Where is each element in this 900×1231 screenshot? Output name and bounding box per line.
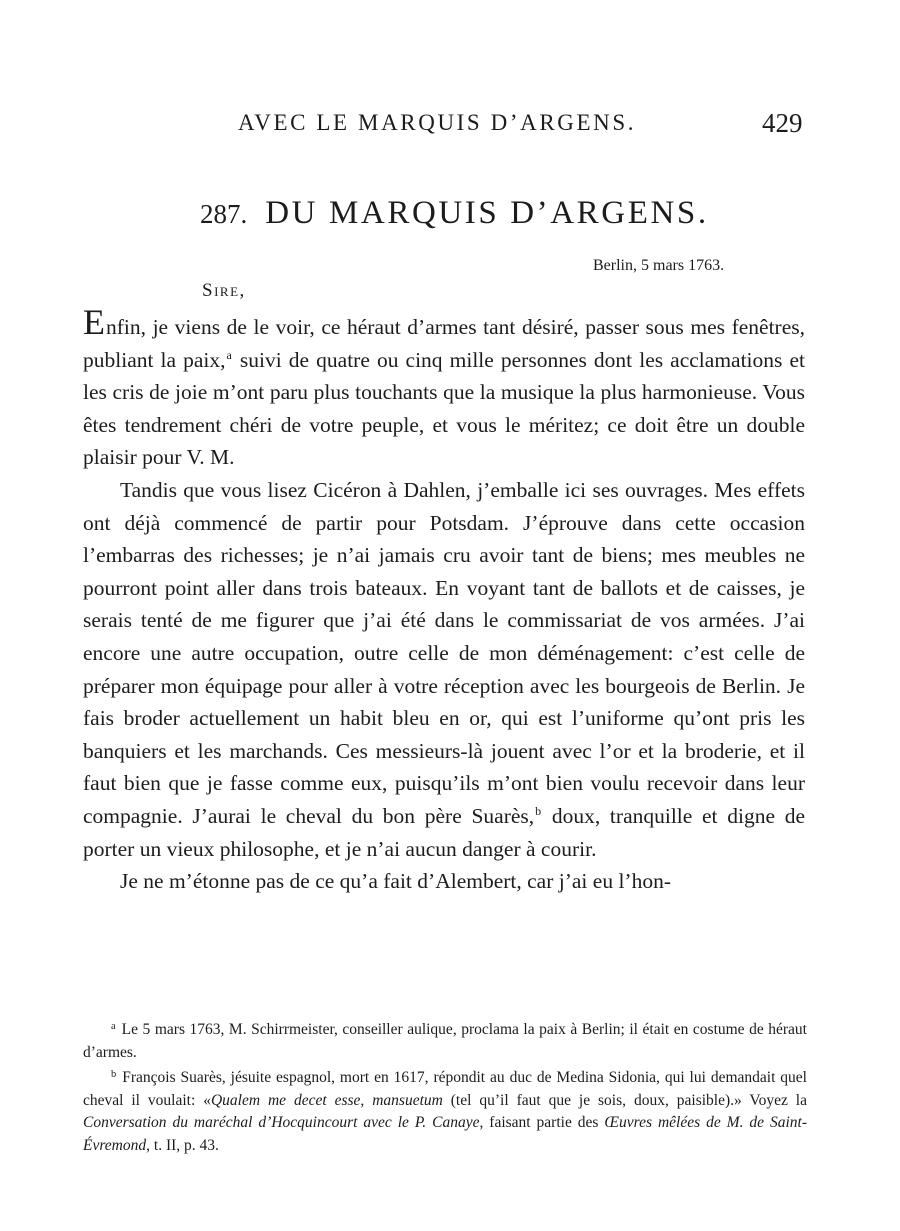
page-number: 429 xyxy=(762,108,803,138)
letter-salutation: Sire, xyxy=(202,280,246,301)
footnote-work-title: Conversation du maréchal d’Hocquincourt avec le P. Canaye xyxy=(83,1114,480,1131)
footnote-label: a xyxy=(111,1021,116,1032)
footnote-a xyxy=(83,1019,807,1064)
paragraph-1 xyxy=(83,302,805,474)
paragraph-1-text: nfin, je viens de le voir, ce héraut d’armes tant désiré, passer sous mes fenêtres, publiant la paix, xyxy=(83,315,805,372)
letter-dateline: Berlin, 5 mars 1763. xyxy=(593,257,725,274)
footnote-label: b xyxy=(111,1069,117,1080)
letter-number: 287. xyxy=(200,199,248,229)
drop-cap: E xyxy=(83,302,105,342)
footnote-ref-a[interactable]: a xyxy=(226,347,232,362)
footnote-text: , faisant partie des xyxy=(479,1114,605,1131)
paragraph-3 xyxy=(83,865,805,898)
paragraph-2 xyxy=(83,474,805,865)
letter-heading xyxy=(200,195,709,232)
footnote-b xyxy=(83,1067,807,1157)
paragraph-2-text: Tandis que vous lisez Cicéron à Dahlen, j’emballe ici ses ouvrages. Mes effets ont déjà commencé de partir pour Potsdam. J’éprouve dans cette occasion l’embarras des richesses; je n’ai jamais cru avoir tant de biens; mes meubles ne pourront point aller dans trois bateaux. En voyant tant de ballots et de caisses, je serais tenté de me figurer que j’ai été dans le commissariat de vos armées. J’ai encore une autre occupation, outre celle de mon déménagement: c’est celle de préparer mon équipage pour aller à votre réception avec les bourgeois de Berlin. Je fais broder actuellement un habit bleu en or, qui est l’uniforme qu’ont pris les banquiers et les marchands. Ces messieurs-là jouent avec l’or et la broderie, et il faut bien que je fasse comme eux, puisqu’ils m’ont bien voulu recevoir dans leur compagnie. J’aurai le cheval du bon père Suarès, xyxy=(83,477,805,828)
footnote-ref-b[interactable]: b xyxy=(535,803,542,818)
paragraph-3-text: Je ne m’étonne pas de ce qu’a fait d’Alembert, car j’ai eu l’hon- xyxy=(120,869,671,894)
footnote-text: (tel qu’il faut que je sois, doux, paisible).» Voyez la xyxy=(442,1091,807,1109)
footnote-text: François Suarès, jésuite espagnol, mort en 1617, répondit au duc de Medina Sidonia, qui lui demandait quel cheval il voulait: « xyxy=(83,1069,807,1109)
footnote-text: , t. II, p. 43. xyxy=(146,1136,219,1154)
footnote-text: Le 5 mars 1763, M. Schirrmeister, conseiller aulique, proclama la paix à Berlin; il était en costume de héraut d’armes. xyxy=(83,1021,807,1061)
paragraph-2-text-continued: doux, tranquille et digne de porter un vieux philosophe, et je n’ai aucun danger à courir. xyxy=(83,803,805,861)
running-title: AVEC LE MARQUIS D’ARGENS. xyxy=(238,110,637,135)
footnote-quote: Qualem me decet esse, mansuetum xyxy=(210,1091,443,1109)
letter-body xyxy=(83,302,805,898)
footnotes xyxy=(83,1019,807,1160)
letter-title: DU MARQUIS D’ARGENS. xyxy=(265,195,709,231)
paragraph-1-text-continued: suivi de quatre ou cinq mille personnes dont les acclamations et les cris de joie m’ont paru plus touchants que la musique la plus harmonieuse. Vous êtes tendrement chéri de votre peuple, et vous le méritez; ce doit être un double plaisir pour V. M. xyxy=(83,347,805,470)
footnote-work-title: Œuvres mêlées de M. de Saint-Évremond xyxy=(83,1114,807,1154)
